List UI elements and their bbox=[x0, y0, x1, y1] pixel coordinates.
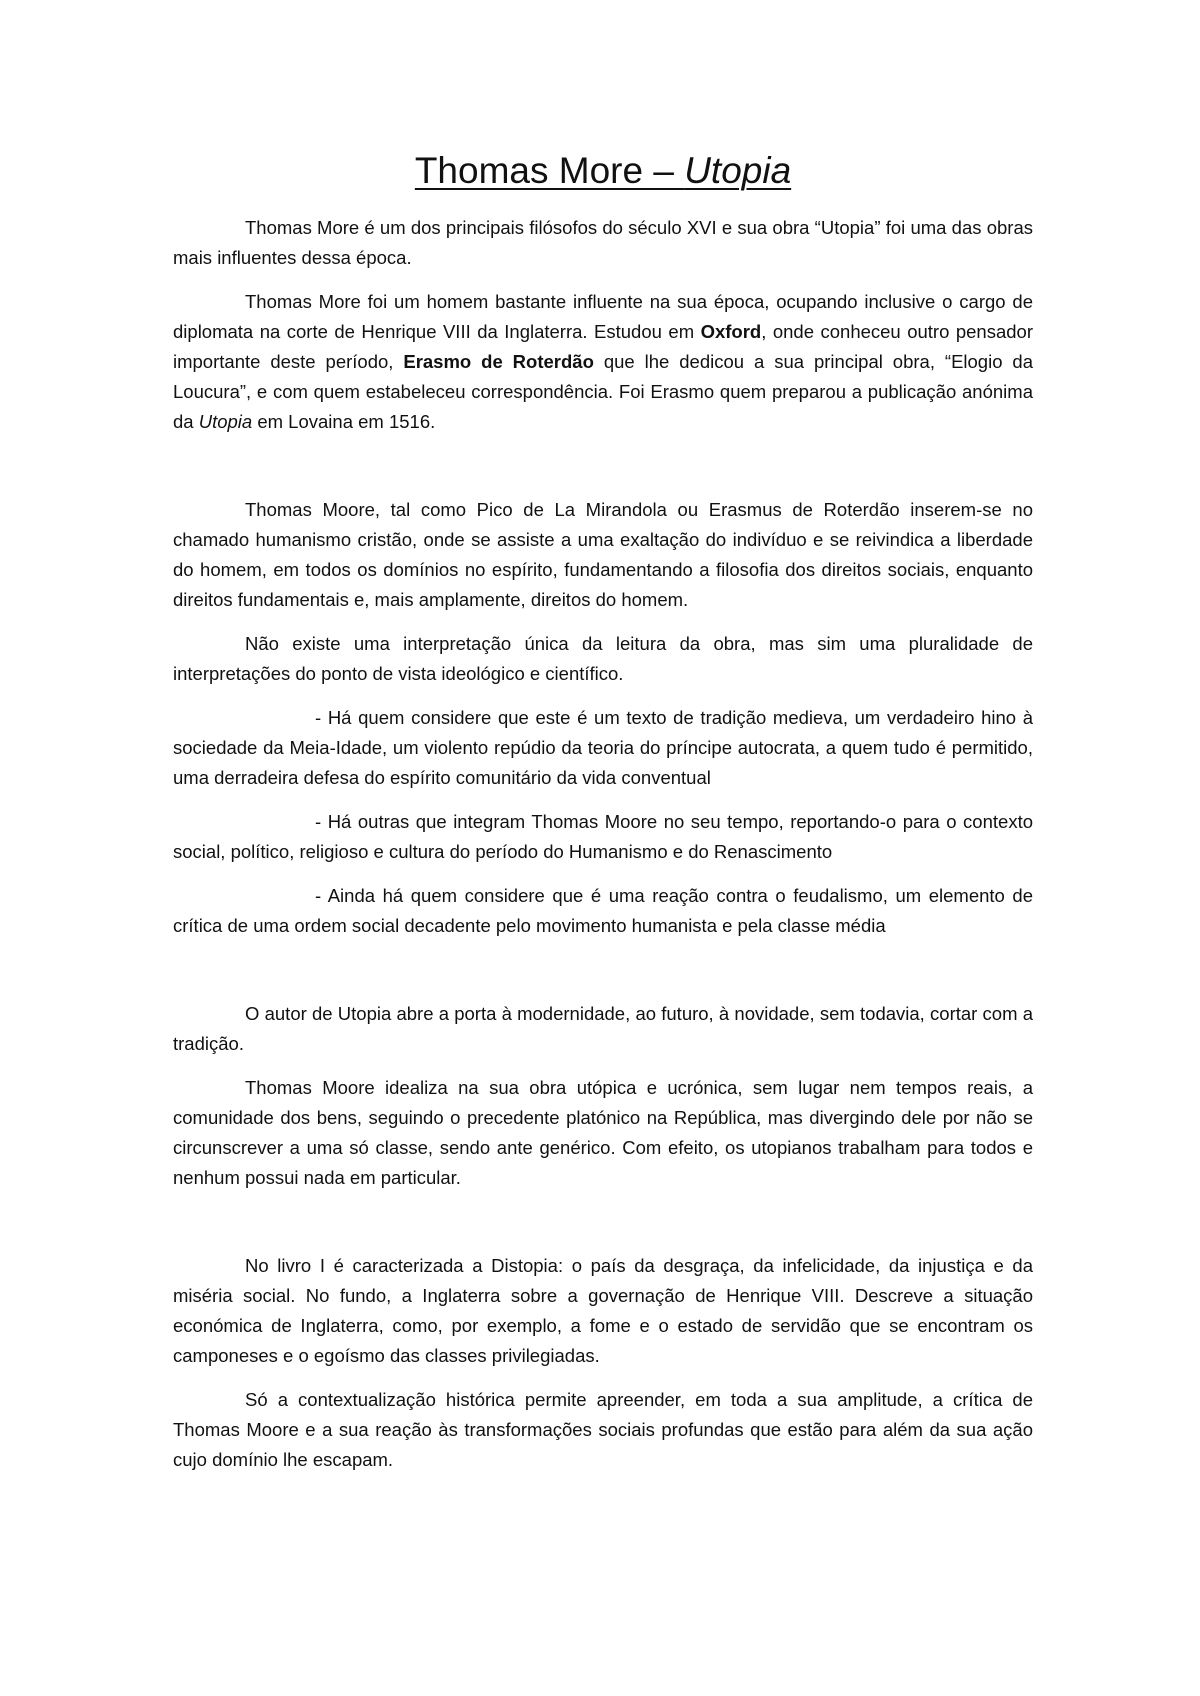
paragraph-interpretation-2: - Há outras que integram Thomas Moore no seu tempo, reportando-o para o contexto social, político, religioso e cultura do período do Humanismo e do Renascimento bbox=[173, 811, 1033, 862]
bio-text-d: em Lovaina em 1516. bbox=[252, 411, 436, 432]
bio-oxford: Oxford bbox=[700, 321, 762, 342]
paragraph-interpretation-1: - Há quem considere que este é um texto de tradição medieva, um verdadeiro hino à sociedade da Meia-Idade, um violento repúdio da teoria do príncipe autocrata, a quem tudo é permitido, uma derradeira defesa do espírito comunitário da vida conventual bbox=[173, 707, 1033, 788]
paragraph-modernity: O autor de Utopia abre a porta à modernidade, ao futuro, à novidade, sem todavia, cortar com a tradição. bbox=[173, 1003, 1033, 1054]
paragraph-context: Só a contextualização histórica permite apreender, em toda a sua amplitude, a crítica de Thomas Moore e a sua reação às transformações sociais profundas que estão para além da sua ação cujo domínio lhe escapam. bbox=[173, 1389, 1033, 1470]
bio-text-a: Thomas More foi um homem bastante influente na sua época, ocupando inclusive o cargo de diplomata na corte de Henrique VIII da Inglaterra. Estudou em bbox=[173, 291, 1033, 342]
bio-utopia: Utopia bbox=[198, 411, 253, 432]
title-italic: Utopia bbox=[684, 150, 792, 191]
bio-text-b: , onde conheceu outro pensador importante deste período, bbox=[173, 321, 1033, 372]
paragraph-biography bbox=[173, 287, 1033, 437]
page-title bbox=[173, 145, 1033, 197]
paragraph-humanism: Thomas Moore, tal como Pico de La Mirandola ou Erasmus de Roterdão inserem-se no chamado humanismo cristão, onde se assiste a uma exaltação do indivíduo e se reivindica a liberdade do homem, em todos os domínios no espírito, fundamentando a filosofia dos direitos sociais, enquanto direitos fundamentais e, mais amplamente, direitos do homem. bbox=[173, 499, 1033, 610]
bio-erasmo: Erasmo de Roterdão bbox=[403, 351, 594, 372]
bio-text-c: que lhe dedicou a sua principal obra, “Elogio da Loucura”, e com quem estabeleceu correspondência. Foi Erasmo quem preparou a publicação anónima da bbox=[173, 351, 1034, 432]
document-page bbox=[173, 145, 1033, 1475]
paragraph-interpretations: Não existe uma interpretação única da leitura da obra, mas sim uma pluralidade de interpretações do ponto de vista ideológico e científico. bbox=[173, 633, 1033, 684]
paragraph-interpretation-3: - Ainda há quem considere que é uma reação contra o feudalismo, um elemento de crítica de uma ordem social decadente pelo movimento humanista e pela classe média bbox=[173, 885, 1033, 936]
title-main: Thomas More – bbox=[414, 150, 685, 191]
paragraph-intro: Thomas More é um dos principais filósofos do século XVI e sua obra “Utopia” foi uma das obras mais influentes dessa época. bbox=[173, 217, 1033, 268]
paragraph-ideal: Thomas Moore idealiza na sua obra utópica e ucrónica, sem lugar nem tempos reais, a comunidade dos bens, seguindo o precedente platónico na República, mas divergindo dele por não se circunscrever a uma só classe, sendo ante genérico. Com efeito, os utopianos trabalham para todos e nenhum possui nada em particular. bbox=[173, 1077, 1033, 1188]
paragraph-dystopia: No livro I é caracterizada a Distopia: o país da desgraça, da infelicidade, da injustiça e da miséria social. No fundo, a Inglaterra sobre a governação de Henrique VIII. Descreve a situação económica de Inglaterra, como, por exemplo, a fome e o estado de servidão que se encontram os camponeses e o egoísmo das classes privilegiadas. bbox=[173, 1255, 1033, 1366]
